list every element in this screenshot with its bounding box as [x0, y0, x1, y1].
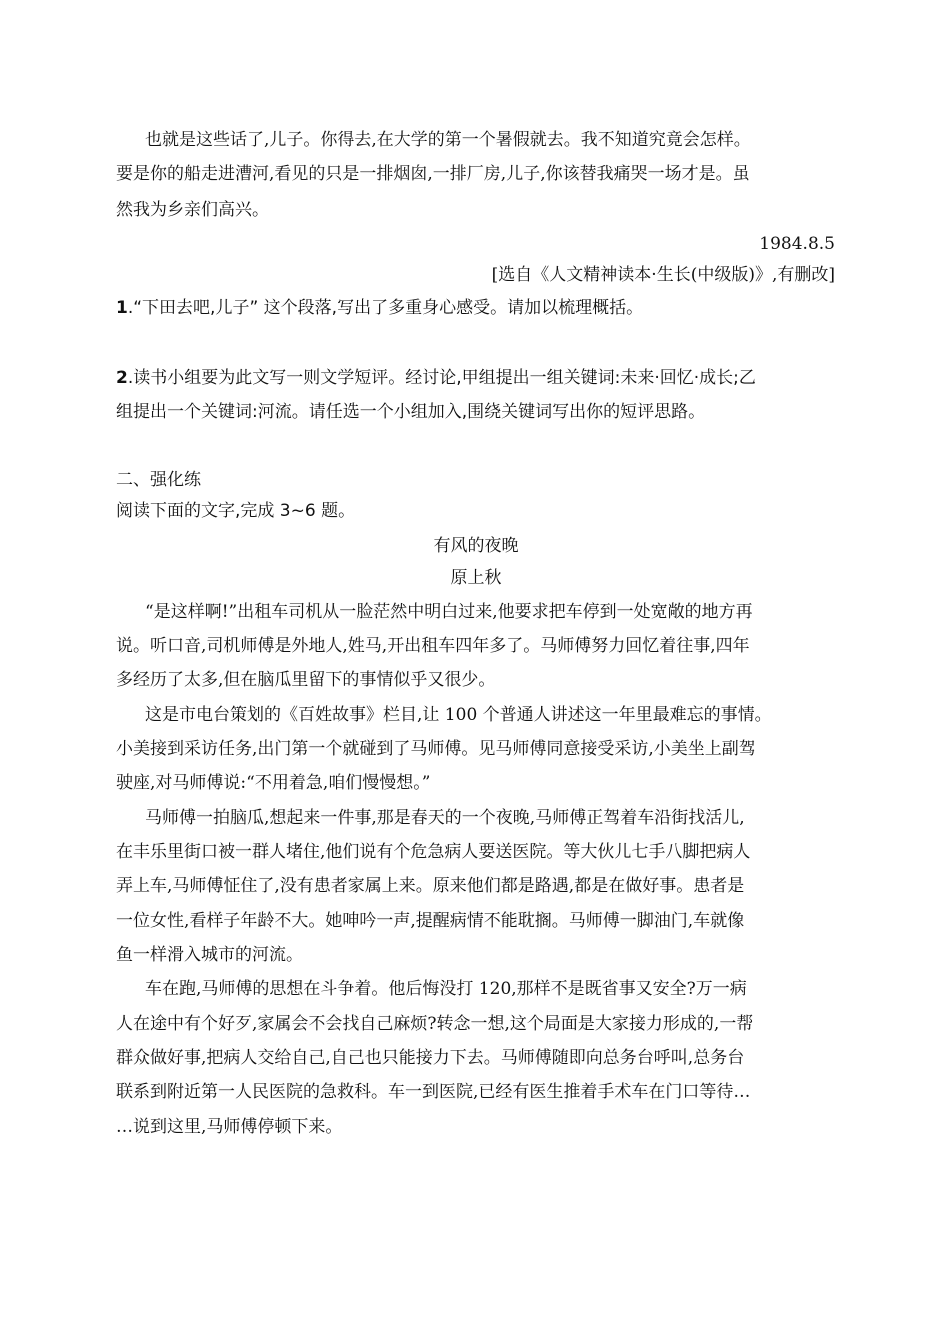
question-2-text-line-2: 组提出一个关键词:河流。请任选一个小组加入,围绕关键词写出你的短评思路。: [116, 402, 706, 422]
question-1-number: 1: [116, 298, 128, 318]
story-line: “是这样啊!”出租车司机从一脸茫然中明白过来,他要求把车停到一处宽敞的地方再: [145, 602, 753, 622]
story-line: 一位女性,看样子年龄不大。她呻吟一声,提醒病情不能耽搁。马师傅一脚油门,车就像: [116, 911, 745, 931]
story-line: 马师傅一拍脑瓜,想起来一件事,那是春天的一个夜晚,马师傅正驾着车沿街找活儿,: [145, 808, 745, 828]
question-2: [116, 366, 756, 390]
passage-line-1: 也就是这些话了,儿子。你得去,在大学的第一个暑假就去。我不知道究竟会怎样。: [145, 130, 751, 150]
story-line: 车在跑,马师傅的思想在斗争着。他后悔没打 120,那样不是既省事又安全?万一病: [145, 979, 747, 999]
story-line: 小美接到采访任务,出门第一个就碰到了马师傅。见马师傅同意接受采访,小美坐上副驾: [116, 739, 756, 759]
passage-source: [选自《人文精神读本·生长(中级版)》,有删改]: [491, 265, 835, 285]
story-line: 群众做好事,把病人交给自己,自己也只能接力下去。马师傅随即向总务台呼叫,总务台: [116, 1048, 745, 1068]
story-line: 多经历了太多,但在脑瓜里留下的事情似乎又很少。: [116, 670, 496, 690]
story-line: 驶座,对马师傅说:“不用着急,咱们慢慢想。”: [116, 773, 431, 793]
story-line: 这是市电台策划的《百姓故事》栏目,让 100 个普通人讲述这一年里最难忘的事情。: [145, 705, 772, 725]
passage-line-3: 然我为乡亲们高兴。: [116, 200, 269, 220]
section-heading: 二、强化练: [116, 470, 201, 490]
story-line: …说到这里,马师傅停顿下来。: [116, 1117, 343, 1137]
story-line: 说。听口音,司机师傅是外地人,姓马,开出租车四年多了。马师傅努力回忆着往事,四年: [116, 636, 750, 656]
section-instruction: 阅读下面的文字,完成 3~6 题。: [116, 501, 356, 521]
story-title: 有风的夜晚: [433, 536, 519, 556]
question-2-text-line-1: .读书小组要为此文写一则文学短评。经讨论,甲组提出一组关键词:未来·回忆·成长;乙: [127, 368, 756, 388]
passage-line-2: 要是你的船走进漕河,看见的只是一排烟囱,一排厂房,儿子,你该替我痛哭一场才是。虽: [116, 164, 750, 184]
passage-date: 1984.8.5: [759, 234, 835, 254]
question-2-number: 2: [116, 368, 128, 388]
story-line: 在丰乐里街口被一群人堵住,他们说有个危急病人要送医院。等大伙儿七手八脚把病人: [116, 842, 751, 862]
story-author: 原上秋: [450, 568, 502, 588]
story-line: 人在途中有个好歹,家属会不会找自己麻烦?转念一想,这个局面是大家接力形成的,一帮: [116, 1014, 754, 1034]
story-line: 联系到附近第一人民医院的急救科。车一到医院,已经有医生推着手术车在门口等待…: [116, 1082, 751, 1102]
question-1: [116, 296, 643, 320]
story-line: 弄上车,马师傅怔住了,没有患者家属上来。原来他们都是路遇,都是在做好事。患者是: [116, 876, 745, 896]
question-1-text: .“下田去吧,儿子” 这个段落,写出了多重身心感受。请加以梳理概括。: [127, 298, 644, 318]
story-line: 鱼一样滑入城市的河流。: [116, 945, 303, 965]
